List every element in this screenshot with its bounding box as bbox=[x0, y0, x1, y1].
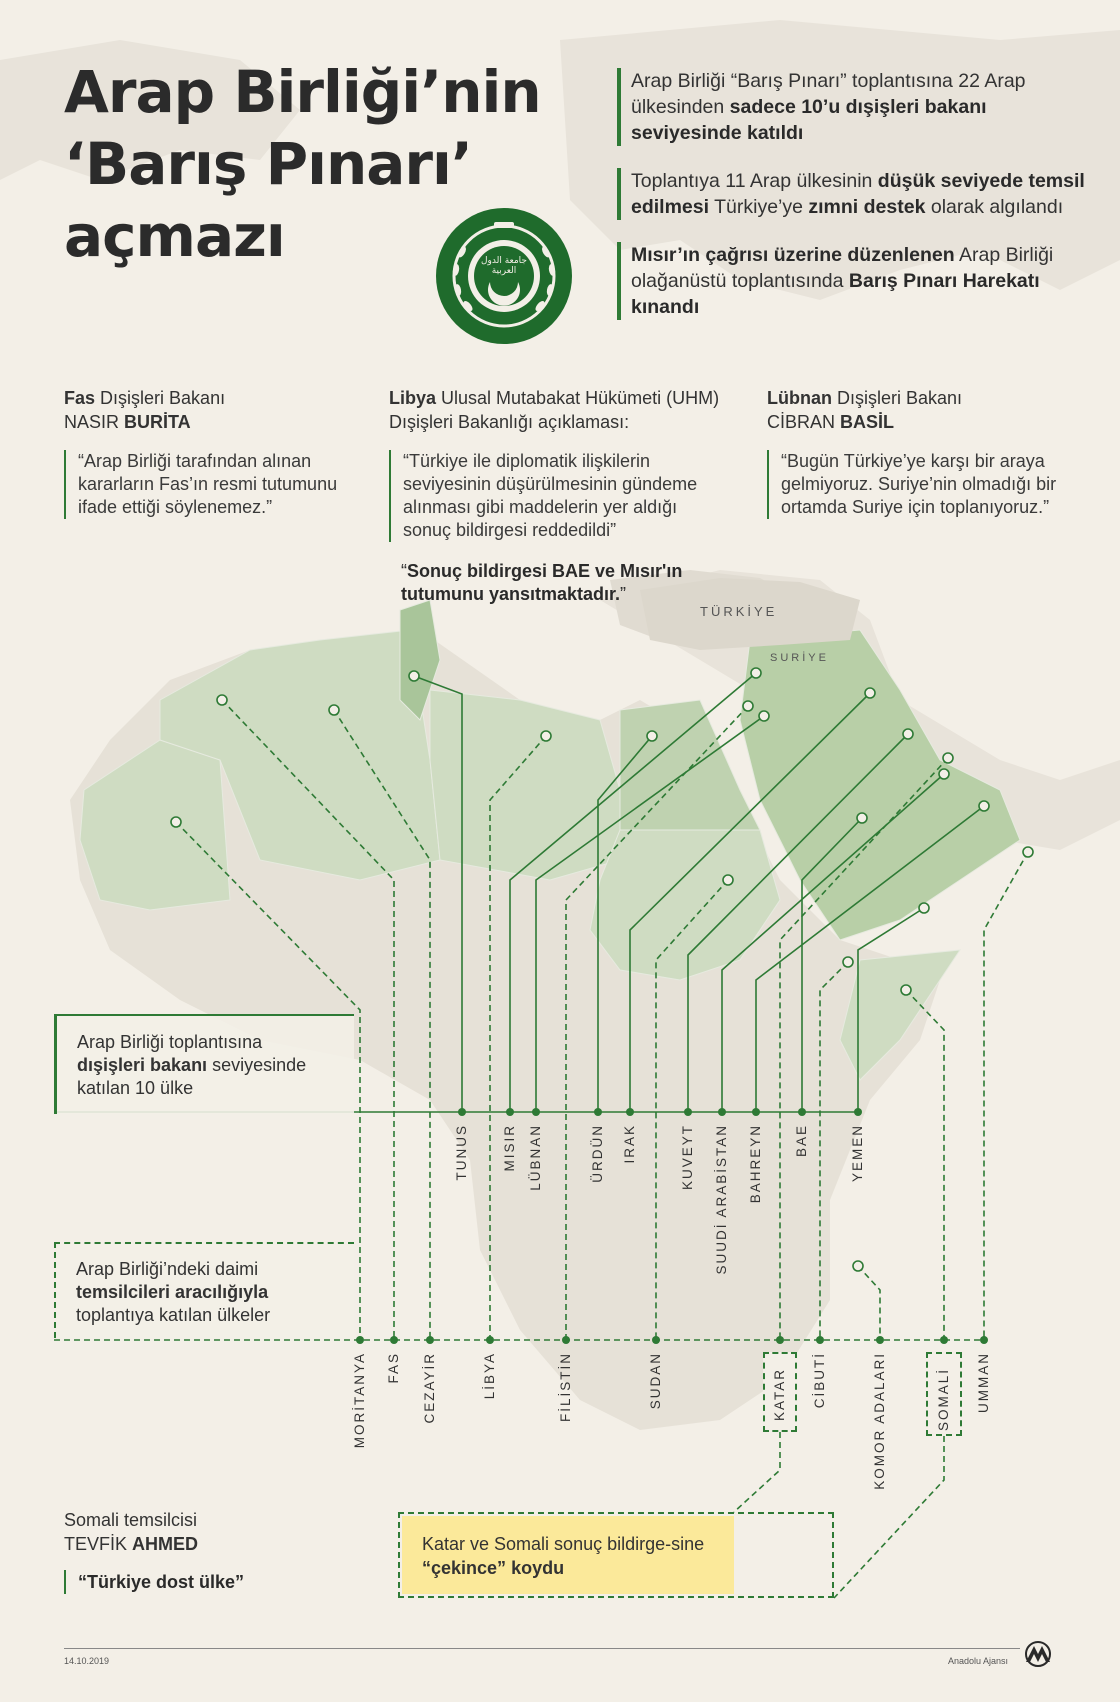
quote-text: “Türkiye dost ülke” bbox=[64, 1570, 244, 1594]
quote-text: “Arap Birliği tarafından alınan kararların Fas’ın resmi tutumunu ifade ettiği söylenemez.” bbox=[64, 450, 374, 519]
country-label: CEZAYİR bbox=[422, 1352, 437, 1424]
country-label: SUDAN bbox=[648, 1352, 663, 1410]
country-label: KUVEYT bbox=[680, 1124, 695, 1191]
quote-text: “Bugün Türkiye’ye karşı bir araya gelmiyoruz. Suriye’nin olmadığı bir ortamda Suriye için toplanıyoruz.” bbox=[767, 450, 1077, 519]
legend-ministers: Arap Birliği toplantısına dışişleri bakanı seviyesinde katılan 10 ülke bbox=[54, 1014, 354, 1114]
country-label: FİLİSTİN bbox=[558, 1352, 573, 1423]
quote-fas bbox=[64, 386, 374, 519]
country-label: BAE bbox=[794, 1124, 809, 1158]
quote-text-bold: “Sonuç bildirgesi BAE ve Mısır'ın tutumunu yansıtmaktadır.” bbox=[401, 561, 683, 604]
country-label: IRAK bbox=[622, 1124, 637, 1164]
map-label-turkiye: TÜRKİYE bbox=[700, 604, 778, 619]
footer-agency: Anadolu Ajansı bbox=[948, 1656, 1009, 1666]
quote-text: “Türkiye ile diplomatik ilişkilerin seviyesinin düşürülmesinin gündeme alınması gibi maddelerin yer aldığı sonuç bildirgesi reddedildi” bbox=[389, 450, 729, 542]
quote-somali bbox=[64, 1508, 244, 1594]
map-egypt bbox=[620, 700, 760, 830]
emblem-calligraphy: جامعة الدول العربية bbox=[480, 256, 527, 276]
fact-item: Toplantıya 11 Arap ülkesinin düşük seviyede temsil edilmesi Türkiye’ye zımni destek olarak algılandı bbox=[617, 168, 1087, 220]
speaker: Libya Ulusal Mutabakat Hükümeti (UHM) Dışişleri Bakanlığı açıklaması: bbox=[389, 388, 720, 432]
country-label: FAS bbox=[386, 1352, 401, 1384]
country-label: MISIR bbox=[502, 1124, 517, 1172]
country-label: LÜBNAN bbox=[528, 1124, 543, 1191]
map-libya bbox=[430, 690, 620, 880]
reservation-callout: Katar ve Somali sonuç bildirge-sine “çekince” koydu bbox=[402, 1516, 734, 1594]
country-label: LİBYA bbox=[482, 1352, 497, 1400]
country-label: UMMAN bbox=[976, 1352, 991, 1413]
title-line-3: açmazı bbox=[64, 202, 285, 270]
country-label: CİBUTİ bbox=[812, 1352, 827, 1409]
fact-item: Arap Birliği “Barış Pınarı” toplantısına 22 Arap ülkesinden sadece 10’u dışişleri bakanı seviyesinde katıldı bbox=[617, 68, 1087, 146]
quote-lubnan bbox=[767, 386, 1077, 519]
country-label: KATAR bbox=[772, 1368, 787, 1422]
speaker: Lübnan Dışişleri Bakanı CİBRAN BASİL bbox=[767, 388, 963, 432]
country-label: MORİTANYA bbox=[352, 1352, 367, 1449]
country-label: SOMALİ bbox=[936, 1368, 951, 1432]
quote-libya bbox=[389, 386, 729, 606]
arab-league-emblem bbox=[468, 256, 540, 276]
legend-representatives: Arap Birliği’ndeki daimi temsilcileri aracılığıyla toplantıya katılan ülkeler bbox=[54, 1242, 354, 1338]
fact-item: Mısır’ın çağrısı üzerine düzenlenen Arap Birliği olağanüstü toplantısında Barış Pınarı Harekatı kınandı bbox=[617, 242, 1087, 320]
footer-date: 14.10.2019 bbox=[64, 1656, 110, 1666]
country-label: SUUDİ ARABİSTAN bbox=[714, 1124, 729, 1275]
country-label: BAHREYN bbox=[748, 1124, 763, 1204]
title-line-2: ‘Barış Pınarı’ bbox=[64, 130, 472, 198]
map-label-suriye: SURİYE bbox=[770, 652, 829, 664]
country-label: TUNUS bbox=[454, 1124, 469, 1181]
page-title bbox=[64, 56, 604, 272]
country-label: ÜRDÜN bbox=[590, 1124, 605, 1183]
anadolu-agency-logo-icon bbox=[1018, 1640, 1058, 1668]
country-label: YEMEN bbox=[850, 1124, 865, 1183]
country-label: KOMOR ADALARI bbox=[872, 1352, 887, 1490]
footer-divider bbox=[64, 1648, 1020, 1649]
speaker: Somali temsilcisi TEVFİK AHMED bbox=[64, 1510, 199, 1554]
speaker: Fas Dışişleri Bakanı NASIR BURİTA bbox=[64, 388, 226, 432]
title-line-1: Arap Birliği’nin bbox=[64, 58, 541, 126]
key-facts bbox=[617, 68, 1087, 342]
